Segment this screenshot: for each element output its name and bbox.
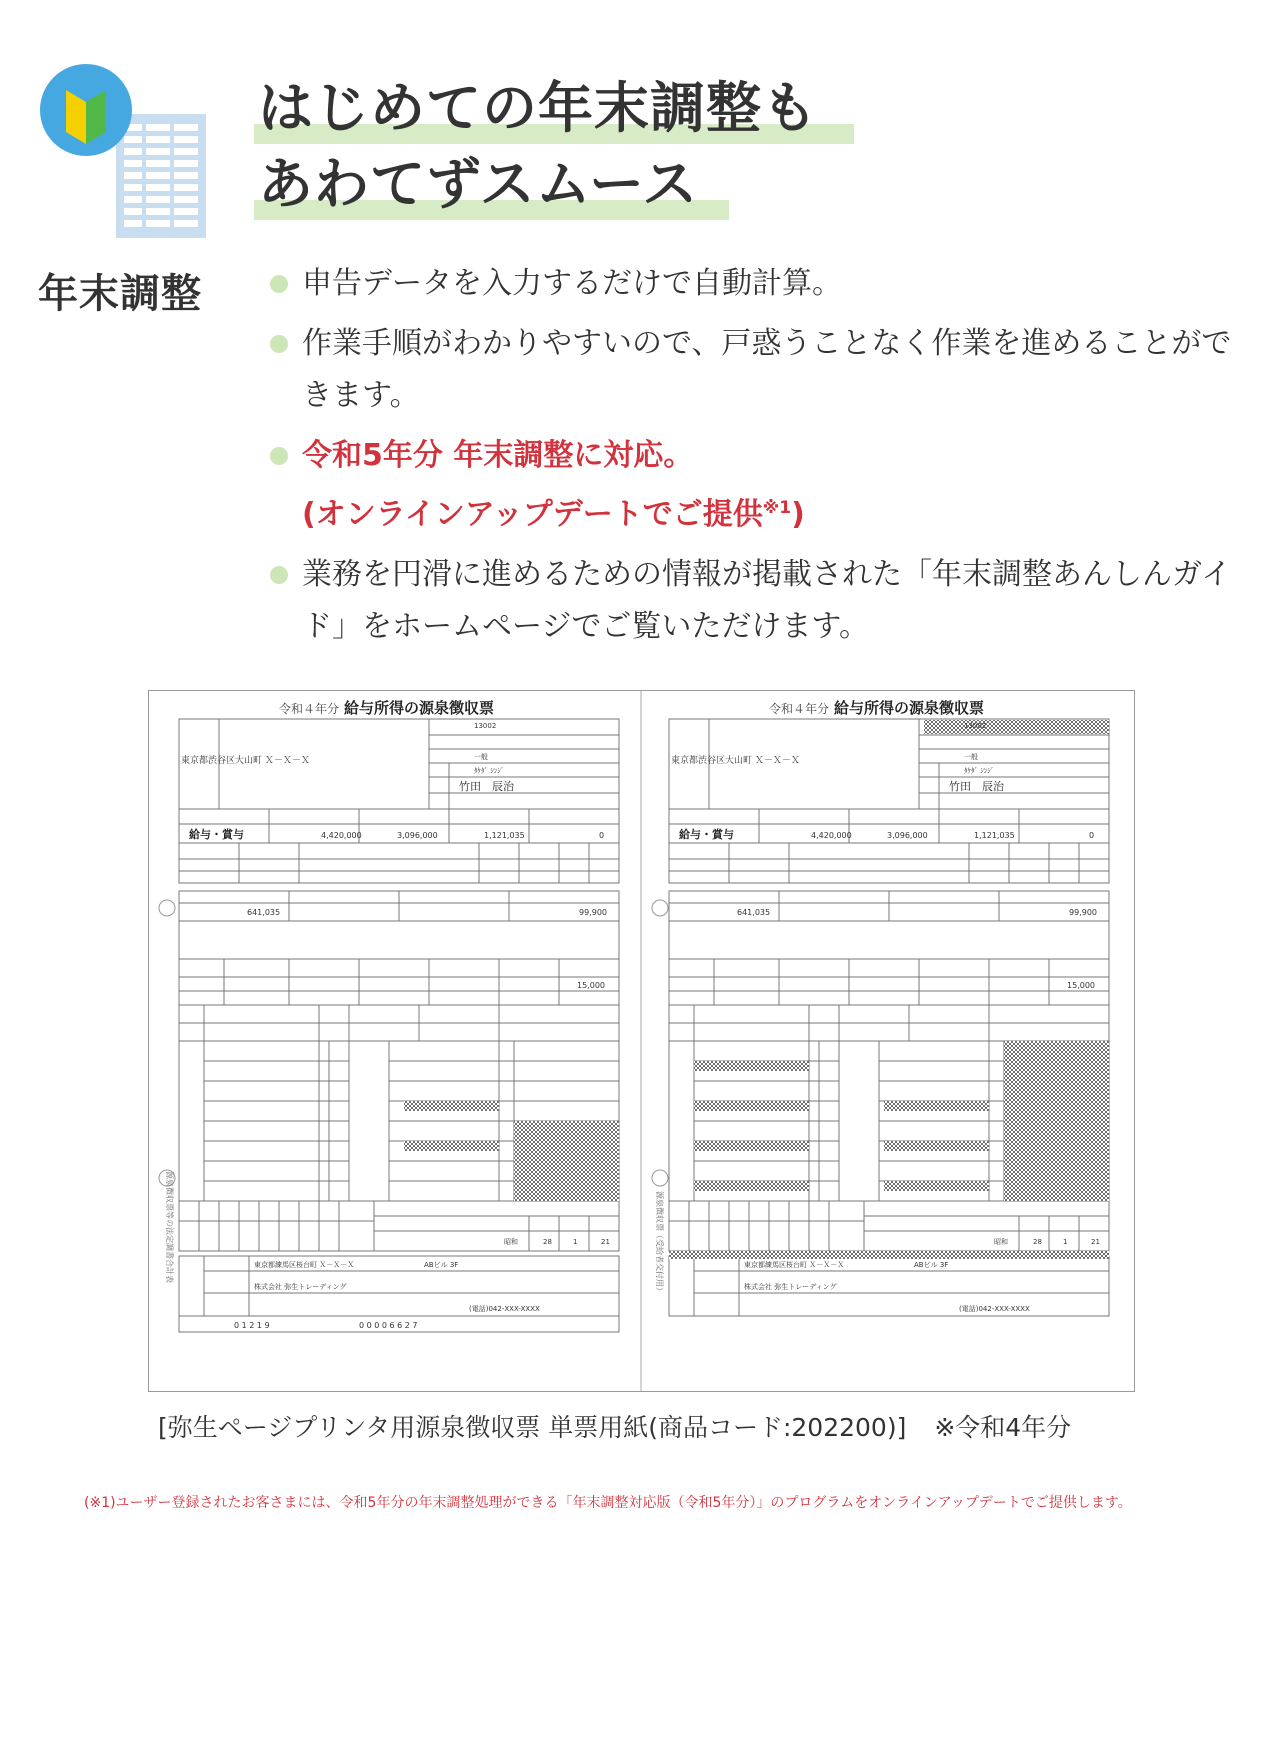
withholding-slip-preview <box>148 690 1135 1392</box>
svg-text:13002: 13002 <box>964 722 987 730</box>
svg-text:昭和: 昭和 <box>994 1238 1008 1246</box>
svg-text:(電話)042-XXX-XXXX: (電話)042-XXX-XXXX <box>469 1305 540 1313</box>
feature-item-easy-steps: 作業手順がわかりやすいので、戸惑うことなく作業を進めることができます。 <box>270 318 1260 422</box>
svg-text:株式会社 弥生トレーディング: 株式会社 弥生トレーディング <box>254 1283 347 1291</box>
svg-text:21: 21 <box>601 1238 610 1246</box>
svg-text:1: 1 <box>573 1238 578 1246</box>
form-caption <box>158 1408 1071 1444</box>
svg-text:竹田 辰治: 竹田 辰治 <box>459 780 514 793</box>
slip-left <box>165 699 619 1332</box>
svg-text:1,121,035: 1,121,035 <box>484 831 525 840</box>
svg-text:99,900: 99,900 <box>579 908 607 917</box>
footnote: (※1)ユーザー登録されたお客さまには、令和5年分の年末調整処理ができる「年末調整対応版（令和5年分）」のプログラムをオンラインアップデートでご提供します。 <box>84 1495 1132 1511</box>
svg-text:641,035: 641,035 <box>247 908 281 917</box>
svg-text:ﾀｹﾀﾞ ｼﾝｼﾞ: ﾀｹﾀﾞ ｼﾝｼﾞ <box>474 767 505 775</box>
svg-text:28: 28 <box>543 1238 552 1246</box>
svg-text:給与所得の源泉徴収票: 給与所得の源泉徴収票 <box>834 699 985 717</box>
svg-text:東京都渋谷区大山町 Ｘ－Ｘ－Ｘ: 東京都渋谷区大山町 Ｘ－Ｘ－Ｘ <box>671 756 800 766</box>
svg-text:641,035: 641,035 <box>737 908 771 917</box>
svg-text:0 0 0 0 6 6 2 7: 0 0 0 0 6 6 2 7 <box>359 1321 418 1330</box>
headline-line-2: あわてずスムース <box>258 146 818 222</box>
feature-item-auto-calc: 申告データを入力するだけで自動計算。 <box>270 258 1260 310</box>
headline-line-1: はじめての年末調整も <box>258 70 818 146</box>
svg-text:4,420,000: 4,420,000 <box>321 831 362 840</box>
svg-text:給与所得の源泉徴収票: 給与所得の源泉徴収票 <box>344 699 495 717</box>
svg-text:0 1 2 1 9: 0 1 2 1 9 <box>234 1321 270 1330</box>
svg-text:株式会社 弥生トレーディング: 株式会社 弥生トレーディング <box>744 1283 837 1291</box>
svg-text:1: 1 <box>1063 1238 1068 1246</box>
svg-text:東京都練馬区桜台町 Ｘ－Ｘ－Ｘ: 東京都練馬区桜台町 Ｘ－Ｘ－Ｘ <box>254 1261 355 1269</box>
svg-text:99,900: 99,900 <box>1069 908 1097 917</box>
svg-text:1,121,035: 1,121,035 <box>974 831 1015 840</box>
svg-text:4,420,000: 4,420,000 <box>811 831 852 840</box>
feature-item-r5-support: 令和5年分 年末調整に対応。 (オンラインアップデートでご提供$^{※1}$) <box>270 430 1260 541</box>
svg-text:竹田 辰治: 竹田 辰治 <box>949 780 1004 793</box>
section-label: 年末調整 <box>38 271 202 317</box>
svg-text:ABビル 3F: ABビル 3F <box>914 1261 949 1269</box>
svg-text:21: 21 <box>1091 1238 1100 1246</box>
svg-text:0: 0 <box>599 831 605 840</box>
svg-text:一般: 一般 <box>474 753 488 761</box>
svg-text:28: 28 <box>1033 1238 1042 1246</box>
svg-text:東京都渋谷区大山町 Ｘ－Ｘ－Ｘ: 東京都渋谷区大山町 Ｘ－Ｘ－Ｘ <box>181 756 310 766</box>
headline <box>258 70 818 222</box>
svg-text:ABビル 3F: ABビル 3F <box>424 1261 459 1269</box>
beginner-mark-icon <box>38 62 213 242</box>
svg-text:15,000: 15,000 <box>1067 981 1095 990</box>
svg-text:3,096,000: 3,096,000 <box>397 831 438 840</box>
feature-list <box>270 258 1260 661</box>
svg-text:13002: 13002 <box>474 722 497 730</box>
svg-text:3,096,000: 3,096,000 <box>887 831 928 840</box>
svg-text:源泉徴収票等の法定調書合計表: 源泉徴収票等の法定調書合計表 <box>165 1171 174 1283</box>
svg-text:(電話)042-XXX-XXXX: (電話)042-XXX-XXXX <box>959 1305 1030 1313</box>
svg-text:源泉徴収票（受給者交付用）: 源泉徴収票（受給者交付用） <box>655 1191 664 1295</box>
svg-text:令和４年分: 令和４年分 <box>769 702 830 716</box>
svg-text:昭和: 昭和 <box>504 1238 518 1246</box>
slip-right <box>655 699 1109 1316</box>
svg-text:15,000: 15,000 <box>577 981 605 990</box>
form-caption-text: [弥生ページプリンタ用源泉徴収票 単票用紙(商品コード:202200)] <box>158 1413 907 1442</box>
svg-text:ﾀｹﾀﾞ ｼﾝｼﾞ: ﾀｹﾀﾞ ｼﾝｼﾞ <box>964 767 995 775</box>
svg-text:0: 0 <box>1089 831 1095 840</box>
feature-item-guide: 業務を円滑に進めるための情報が掲載された「年末調整あんしんガイド」をホームページでご覧いただけます。 <box>270 549 1260 653</box>
svg-text:給与・賞与: 給与・賞与 <box>189 828 244 841</box>
form-caption-note: ※令和4年分 <box>934 1413 1072 1442</box>
svg-text:令和４年分: 令和４年分 <box>279 702 340 716</box>
svg-text:一般: 一般 <box>964 753 978 761</box>
svg-text:給与・賞与: 給与・賞与 <box>679 828 734 841</box>
svg-text:東京都練馬区桜台町 Ｘ－Ｘ－Ｘ: 東京都練馬区桜台町 Ｘ－Ｘ－Ｘ <box>744 1261 845 1269</box>
